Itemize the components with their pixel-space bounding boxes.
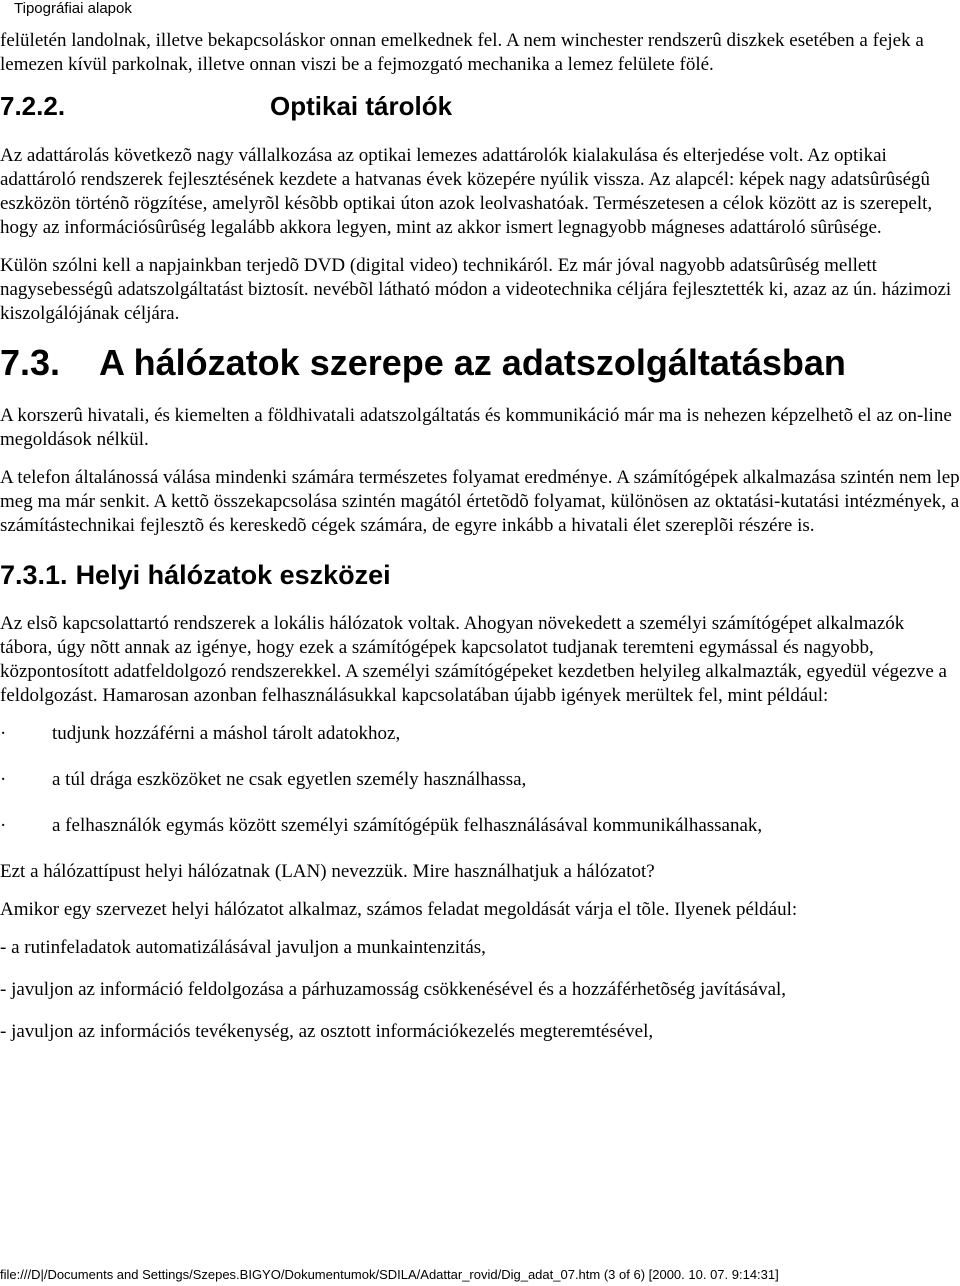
list-item (0, 768, 960, 792)
paragraph: A telefon általánossá válása mindenki számára természetes folyamat eredménye. A számítógépek alkalmazása szintén nem lep meg ma már senkit. A kettõ összekapcsolása szintén magától értetõdõ folyamat, különösen az oktatási-kutatási intézmények, a számítástechnikai fejlesztõ és kereskedõ cégek számára, de egyre inkább a hivatali élet szereplõi részére is. (0, 467, 960, 536)
list-item-text: a felhasználók egymás között személyi számítógépük felhasználásával kommunikálhassanak, (52, 815, 763, 836)
paragraph: A korszerû hivatali, és kiemelten a földhivatali adatszolgáltatás és kommunikáció már ma is nehezen képzelhetõ el az on-line megoldások nélkül. (0, 405, 952, 450)
page-header-title: Tipográfiai alapok (14, 0, 132, 17)
paragraph: Ezt a hálózattípust helyi hálózatnak (LAN) nevezzük. Mire használhatjuk a hálózatot? (0, 861, 655, 882)
list-item-text: a túl drága eszközöket ne csak egyetlen személy használhassa, (52, 769, 527, 790)
section-number: 7.2.2. (0, 91, 66, 121)
page-footer-url: file:///D|/Documents and Settings/Szepes.BIGYO/Dokumentumok/SDILA/Adattar_rovid/Dig_adat_07.htm (3 of 6) [2000. 10. 07. 9:14:31] (0, 1267, 779, 1282)
section-heading-local-networks (0, 559, 960, 591)
bullet-mark: · (0, 723, 7, 744)
section-heading-network (0, 342, 960, 384)
section-title: Helyi hálózatok eszközei (75, 560, 391, 590)
paragraph: Külön szólni kell a napjainkban terjedõ DVD (digital video) technikáról. Ez már jóval nagyobb adatsûrûség mellett nagysebességû adatszolgáltatást biztosít. nevébõl látható módon a videotechnika céljára fejlesztették ki, azaz az ún. házimozi kiszolgálójának céljára. (0, 255, 952, 324)
section-number: 7.3.1. (0, 560, 68, 590)
paragraph: Az adattárolás következõ nagy vállalkozása az optikai lemezes adattárolók kialakulása és elterjedése volt. Az optikai adattároló rendszerek fejlesztésének kezdete a hatvanas évek közepére nyúlik vissza. Az alapcél: képek nagy adatsûrûségû eszközön történõ rögzítése, amelyrõl késõbb optikai úton azok leolvashatóak. Természetesen a célok között az is szerepelt, hogy az információsûrûség legalább akkora legyen, mint az akkor ismert legnagyobb mágneses adattároló sûrûsége. (0, 145, 933, 238)
list-item (0, 722, 960, 746)
paragraph: Az elsõ kapcsolattartó rendszerek a lokális hálózatok voltak. Ahogyan növekedett a személyi számítógépet alkalmazók tábora, úgy nõtt annak az igénye, hogy ezek a számítógépek kapcsolatot tudjanak teremteni egymással és nagyobb, központosított adatfeldolgozó rendszerekkel. A személyi számítógépeket kezdetben helyileg alkalmazták, egyedül végezve a feldolgozást. Hamarosan azonban felhasználásukkal kapcsolatában újabb igények merültek fel, mint például: (0, 613, 947, 706)
dash-list-item: - a rutinfeladatok automatizálásával javuljon a munkaintenzitás, (0, 937, 486, 958)
section-title: A hálózatok szerepe az adatszolgáltatásban (99, 342, 846, 383)
list-item-text: tudjunk hozzáférni a máshol tárolt adatokhoz, (52, 723, 401, 744)
dash-list-item: - javuljon az információ feldolgozása a párhuzamosság csökkenésével és a hozzáférhetõség javításával, (0, 979, 787, 1000)
dash-list-item: - javuljon az információs tevékenység, az osztott információkezelés megteremtésével, (0, 1021, 654, 1042)
bullet-mark: · (0, 815, 7, 836)
paragraph: Amikor egy szervezet helyi hálózatot alkalmaz, számos feladat megoldását várja el tõle. Ilyenek például: (0, 899, 798, 920)
section-title: Optikai tárolók (270, 91, 453, 121)
document-body (0, 29, 960, 1062)
bullet-mark: · (0, 769, 7, 790)
section-number: 7.3. (0, 342, 61, 383)
paragraph: felületén landolnak, illetve bekapcsoláskor onnan emelkednek fel. A nem winchester rendszerû diszkek esetében a fejek a lemezen kívül parkolnak, illetve onnan viszi be a fejmozgató mechanika a lemez felülete fölé. (0, 30, 924, 75)
section-heading-optical (0, 91, 960, 121)
list-item (0, 814, 960, 838)
